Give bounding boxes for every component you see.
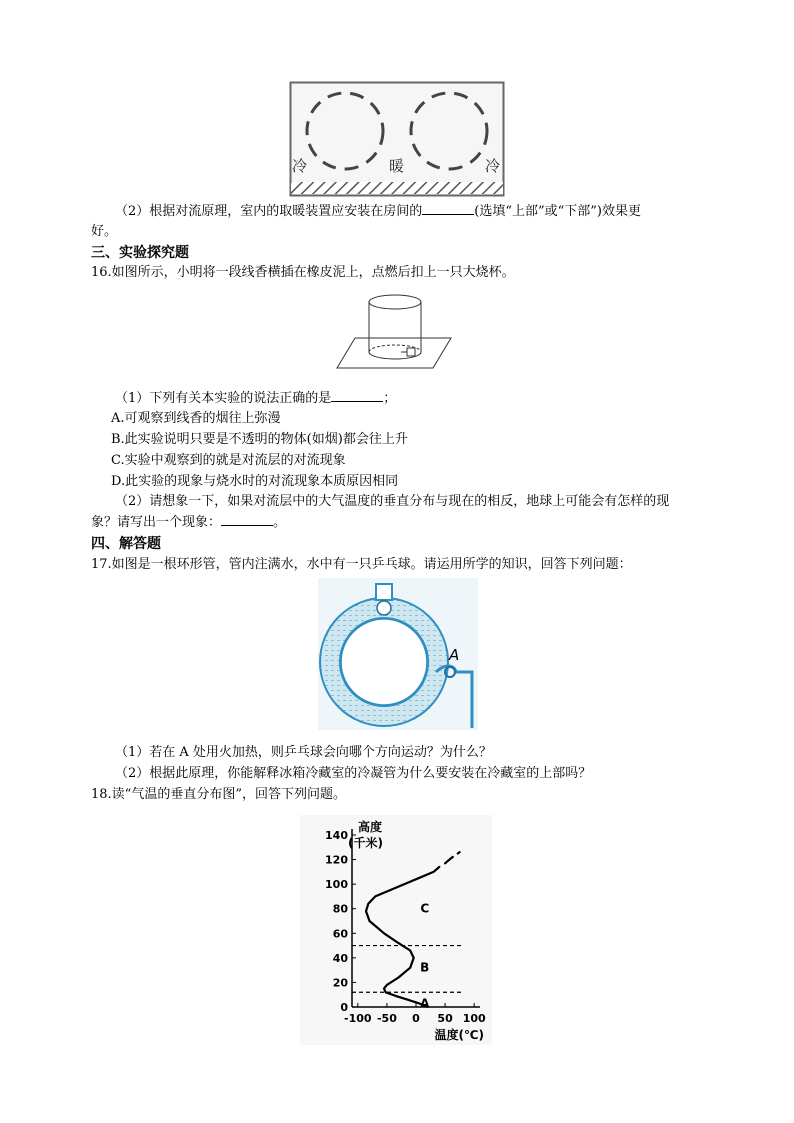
q15-sub2-line1: （2）根据对流原理，室内的取暖装置应安装在房间的 (选填“上部”或“下部”)效果更 — [115, 204, 642, 219]
x-tick-label: -100 — [344, 1012, 372, 1025]
layer-label: A — [420, 996, 430, 1011]
ring-tube-figure — [318, 578, 478, 730]
q16-sub2-line2: 象？请写出一个现象： 。 — [91, 515, 287, 530]
x-tick-label: 0 — [412, 1012, 420, 1025]
ping-pong-ball — [377, 601, 391, 615]
q16-option-b: B.此实验说明只要是不透明的物体(如烟)都会往上升 — [111, 432, 408, 447]
cold-label-right: 冷 — [485, 157, 501, 175]
layer-label: C — [420, 901, 430, 916]
cold-label-left: 冷 — [292, 157, 308, 175]
q16-stem: 16.如图所示，小明将一段线香横插在橡皮泥上，点燃后扣上一只大烧杯。 — [91, 265, 515, 280]
y-axis-label: 高度 — [358, 820, 383, 834]
y-tick-label: 80 — [332, 902, 348, 916]
y-tick-label: 140 — [325, 829, 348, 842]
q16-option-c: C.实验中观察到的就是对流层的对流现象 — [111, 453, 346, 468]
y-tick-label: 40 — [332, 951, 348, 965]
y-tick-label: 60 — [332, 927, 348, 941]
y-tick-label: 100 — [325, 878, 348, 892]
q16-option-d: D.此实验的现象与烧水时的对流现象本质原因相同 — [111, 474, 399, 489]
answer-blank[interactable] — [221, 525, 273, 526]
y-tick-label: 120 — [325, 853, 348, 867]
answer-blank[interactable] — [422, 214, 474, 215]
q16-sub1: （1）下列有关本实验的说法正确的是 ； — [115, 391, 397, 406]
q16-sub2-line1: （2）请想象一下，如果对流层中的大气温度的垂直分布与现在的相反，地球上可能会有怎样的现 — [115, 494, 670, 509]
x-axis-label: 温度(℃) — [434, 1028, 484, 1042]
warm-label: 暖 — [389, 157, 405, 175]
tube-cap — [376, 584, 392, 600]
layer-label: B — [420, 960, 430, 975]
section-title-experiment: 三、实验探究题 — [91, 245, 189, 261]
point-a-label: A — [449, 646, 460, 664]
q16-option-a: A.可观察到线香的烟往上弥漫 — [111, 411, 281, 426]
x-tick-label: 50 — [437, 1012, 453, 1025]
x-tick-label: 100 — [462, 1012, 486, 1025]
y-tick-label: 20 — [332, 976, 348, 990]
q18-stem: 18.读“气温的垂直分布图”，回答下列问题。 — [91, 787, 346, 802]
q17-stem: 17.如图是一根环形管，管内注满水，水中有一只乒乓球。请运用所学的知识，回答下列问题： — [91, 557, 632, 572]
q17-sub1: （1）若在 A 处用火加热，则乒乓球会向哪个方向运动？为什么？ — [115, 745, 492, 760]
temperature-vertical-chart — [300, 815, 492, 1045]
x-tick-label: -50 — [376, 1012, 397, 1025]
q15-sub2-line2: 好。 — [91, 224, 118, 239]
beaker-incense-figure — [335, 290, 455, 372]
floor-hatch — [291, 182, 503, 194]
q17-sub2: （2）根据此原理，你能解释冰箱冷藏室的冷凝管为什么要安装在冷藏室的上部吗？ — [115, 766, 592, 781]
answer-blank[interactable] — [331, 401, 383, 402]
room-convection-figure — [289, 81, 505, 197]
y-axis-unit: (千米) — [348, 836, 383, 850]
plasticine-block — [407, 348, 415, 356]
y-tick-label: 0 — [340, 1001, 348, 1014]
section-title-answer: 四、解答题 — [91, 536, 161, 552]
